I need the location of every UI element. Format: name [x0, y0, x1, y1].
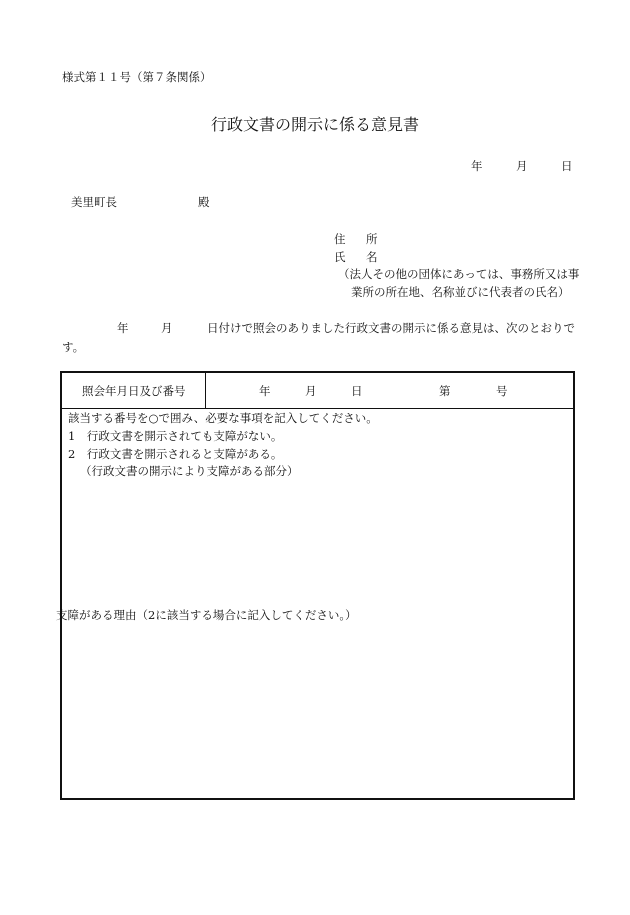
instruction-text: 該当する番号を○で囲み、必要な事項を記入してください。	[68, 411, 378, 425]
corporate-note-line2: 業所の所在地、名称並びに代表者の氏名）	[351, 285, 570, 299]
opinion-body-cell	[56, 408, 573, 798]
date-year-label: 年	[471, 159, 483, 173]
address-label-2: 所	[366, 232, 378, 246]
intro-text-line1: 日付けで照会のありました行政文書の開示に係る意見は、次のとおりで	[207, 321, 575, 335]
inquiry-date-number-label: 照会年月日及び番号	[82, 384, 186, 398]
inquiry-day-label: 日	[351, 384, 363, 398]
inquiry-number-suffix: 号	[496, 384, 508, 398]
intro-year: 年	[117, 321, 129, 335]
inquiry-year-label: 年	[259, 384, 271, 398]
inquiry-number-prefix: 第	[439, 384, 451, 398]
inquiry-date-number-row	[62, 373, 573, 409]
date-month-label: 月	[516, 159, 528, 173]
intro-text-line2: す。	[62, 340, 85, 354]
opinion-form-table	[56, 371, 575, 800]
option-2: 2 行政文書を開示されると支障がある。	[68, 447, 283, 461]
option-2-note: （行政文書の開示により支障がある部分）	[80, 464, 299, 478]
reason-label: 支障がある理由（2に該当する場合に記入してください。）	[56, 608, 357, 622]
form-number: 様式第１１号（第７条関係）	[62, 70, 212, 84]
addressee-name: 美里町長	[71, 195, 117, 209]
document-title: 行政文書の開示に係る意見書	[210, 115, 419, 134]
intro-month: 月	[161, 321, 173, 335]
address-label-1: 住	[334, 232, 346, 246]
inquiry-month-label: 月	[305, 384, 317, 398]
option-1: 1 行政文書を開示されても支障がない。	[68, 429, 283, 443]
addressee-honorific: 殿	[198, 195, 210, 209]
name-label-1: 氏	[334, 250, 346, 264]
date-day-label: 日	[561, 159, 573, 173]
corporate-note-line1: （法人その他の団体にあっては、事務所又は事	[338, 267, 580, 281]
inquiry-label-cell	[62, 373, 206, 408]
name-label-2: 名	[366, 250, 378, 264]
